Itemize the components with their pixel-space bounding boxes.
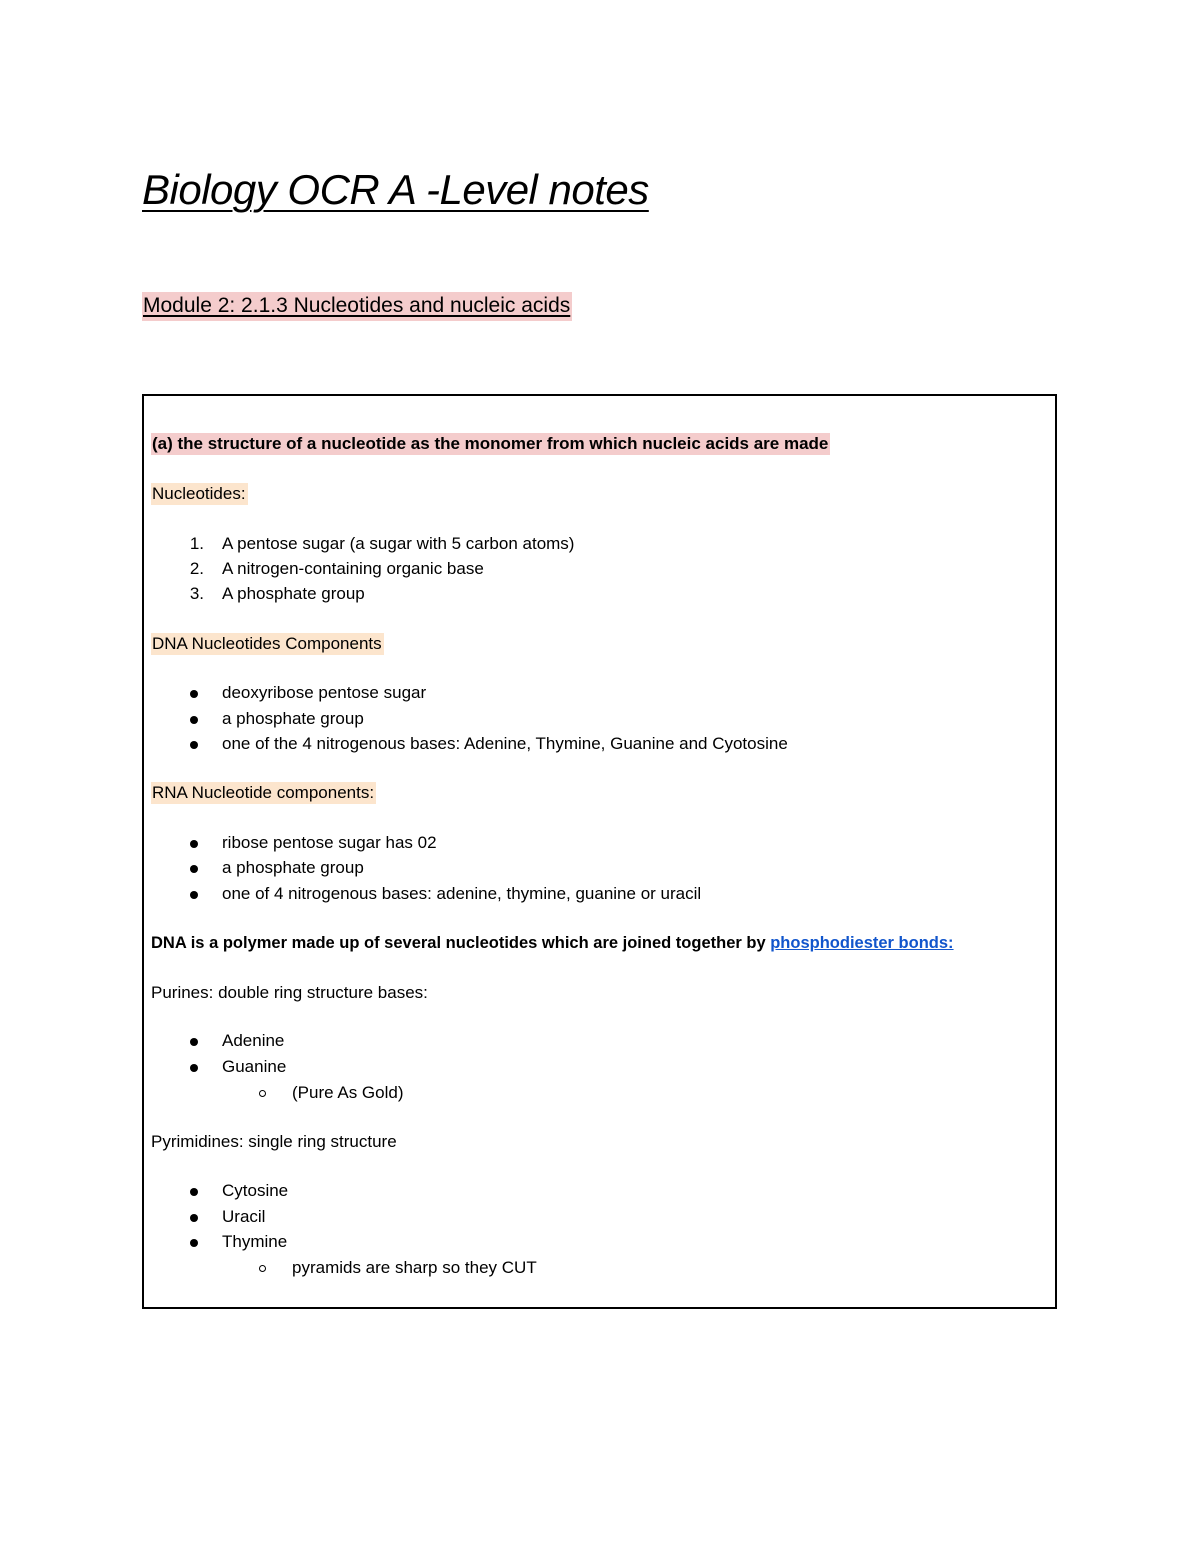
polymer-statement-text: DNA is a polymer made up of several nucleotides which are joined together by — [151, 934, 771, 952]
sub-bullet-icon — [259, 1090, 266, 1097]
objective-line — [151, 432, 830, 456]
bullet-icon — [190, 741, 198, 749]
page-title: Biology OCR A -Level notes — [142, 166, 649, 213]
polymer-statement — [151, 931, 954, 955]
list-item: Thymine — [222, 1232, 288, 1251]
list-item: Uracil — [222, 1207, 266, 1226]
bullet-icon — [190, 1214, 198, 1222]
phosphodiester-bonds-link[interactable]: phosphodiester bonds: — [770, 934, 954, 952]
purines-heading: Purines: double ring structure bases: — [151, 983, 428, 1002]
list-number: 1. — [189, 534, 204, 553]
list-item: Adenine — [222, 1031, 285, 1050]
rna-components-heading-text: RNA Nucleotide components: — [152, 783, 375, 802]
rna-components-heading — [151, 781, 376, 805]
bullet-icon — [190, 1038, 198, 1046]
dna-components-heading-text: DNA Nucleotides Components — [152, 634, 382, 653]
list-item: ribose pentose sugar has 02 — [222, 833, 437, 852]
list-number: 2. — [189, 559, 204, 578]
list-number: 3. — [189, 584, 204, 603]
bullet-icon — [190, 891, 198, 899]
list-item: deoxyribose pentose sugar — [222, 683, 427, 702]
notes-box — [142, 394, 1057, 1309]
sub-list-item: pyramids are sharp so they CUT — [292, 1258, 537, 1277]
dna-components-heading — [151, 632, 384, 656]
bullet-icon — [190, 1064, 198, 1072]
bullet-icon — [190, 1188, 198, 1196]
sub-list-item: (Pure As Gold) — [292, 1083, 404, 1102]
list-item: A phosphate group — [222, 584, 365, 603]
bullet-icon — [190, 1239, 198, 1247]
list-item: Guanine — [222, 1057, 287, 1076]
bullet-icon — [190, 840, 198, 848]
list-item: one of 4 nitrogenous bases: adenine, thymine, guanine or uracil — [222, 884, 702, 903]
nucleotides-heading — [151, 482, 248, 506]
bullet-icon — [190, 690, 198, 698]
objective-text: (a) the structure of a nucleotide as the monomer from which nucleic acids are made — [152, 434, 829, 453]
list-item: A nitrogen-containing organic base — [222, 559, 484, 578]
list-item: Cytosine — [222, 1181, 289, 1200]
bullet-icon — [190, 865, 198, 873]
nucleotides-heading-text: Nucleotides: — [152, 484, 246, 503]
list-item: one of the 4 nitrogenous bases: Adenine, Thymine, Guanine and Cyotosine — [222, 734, 788, 753]
list-item: A pentose sugar (a sugar with 5 carbon atoms) — [222, 534, 575, 553]
sub-bullet-icon — [259, 1265, 266, 1272]
list-item: a phosphate group — [222, 858, 364, 877]
bullet-icon — [190, 716, 198, 724]
module-heading — [142, 294, 572, 318]
pyrimidines-heading: Pyrimidines: single ring structure — [151, 1132, 397, 1151]
module-heading-text: Module 2: 2.1.3 Nucleotides and nucleic acids — [142, 292, 572, 321]
list-item: a phosphate group — [222, 709, 364, 728]
